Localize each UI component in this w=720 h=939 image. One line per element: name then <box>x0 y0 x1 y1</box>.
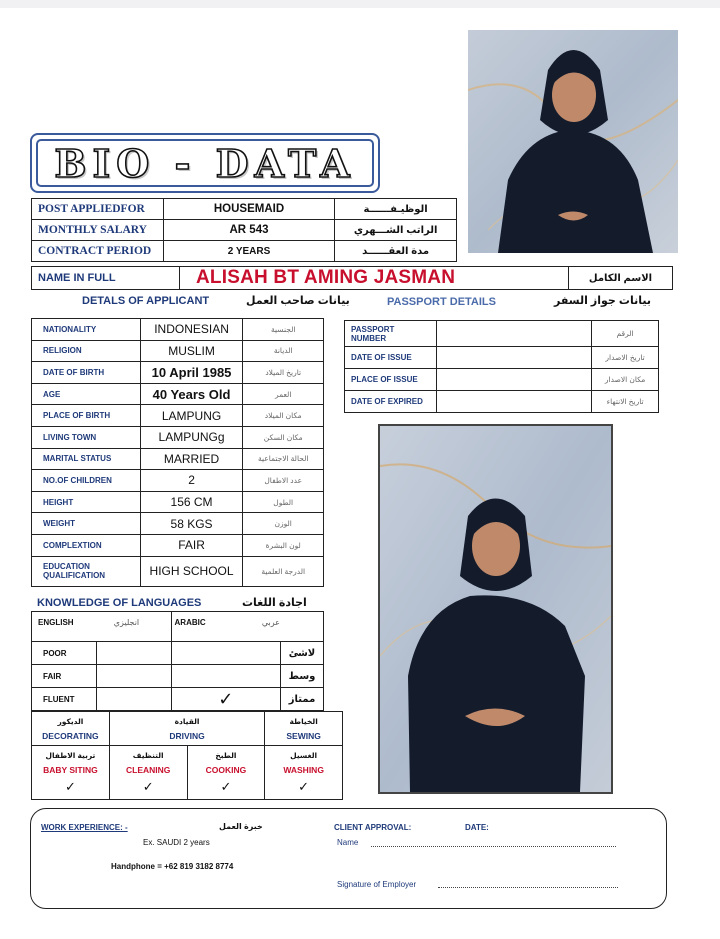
skill-arabic: تربية الاطفال <box>45 750 96 760</box>
detail-value: INDONESIAN <box>140 319 243 341</box>
skill-checkmark: ✓ <box>64 778 76 794</box>
detail-label: PLACE OF BIRTH <box>32 405 141 427</box>
detail-row <box>32 383 324 405</box>
passport-row <box>345 391 659 413</box>
skill-arabic: الخياطة <box>289 716 318 726</box>
detail-arabic: الحالة الاجتماعية <box>243 448 324 470</box>
post-label: POST APPLIEDFOR <box>32 199 164 220</box>
skill-cell <box>109 746 187 800</box>
passport-arabic: مكان الاصدار <box>592 369 659 391</box>
client-name-label: Name <box>337 838 359 847</box>
education-value: HIGH SCHOOL <box>140 556 243 586</box>
detail-row <box>32 470 324 492</box>
level-english <box>96 642 171 665</box>
passport-heading-arabic: بيانات جواز السفر <box>554 295 651 307</box>
skill-label: WASHING <box>283 764 324 775</box>
skill-cell <box>265 712 343 746</box>
experience-approval-box <box>30 808 667 909</box>
page-title: BIO - DATA <box>54 140 356 186</box>
detail-row <box>32 534 324 556</box>
detail-value: MUSLIM <box>140 340 243 362</box>
skill-cell <box>32 746 110 800</box>
detail-value: 2 <box>140 470 243 492</box>
detail-label: COMPLEXTION <box>32 534 141 556</box>
detail-arabic: تاريخ الميلاد <box>243 362 324 384</box>
skills-row <box>32 746 343 800</box>
skill-label: BABY SITING <box>43 764 98 775</box>
level-label-arabic: لاشئ <box>281 642 324 665</box>
work-experience-label: WORK EXPERIENCE: - <box>41 823 128 832</box>
handphone-number: Handphone = +62 819 3182 8774 <box>111 862 234 871</box>
level-arabic-checkmark: ✓ <box>171 688 281 711</box>
applicant-heading-arabic: بيانات صاحب العمل <box>246 295 350 307</box>
detail-value: 40 Years Old <box>140 383 243 405</box>
applicant-portrait-photo <box>468 30 678 253</box>
detail-value: LAMPUNG <box>140 405 243 427</box>
passport-row <box>345 321 659 347</box>
skill-cell <box>109 712 264 746</box>
skill-checkmark: ✓ <box>142 778 154 794</box>
contract-label: CONTRACT PERIOD <box>32 241 164 262</box>
detail-row <box>32 513 324 535</box>
post-value: HOUSEMAID <box>163 199 335 220</box>
skill-arabic: الديكور <box>57 716 84 726</box>
work-experience-arabic: خبرة العمل <box>219 822 263 831</box>
arabic-arabic: عربي <box>261 618 280 627</box>
detail-arabic: الطول <box>243 491 324 513</box>
detail-row <box>32 426 324 448</box>
detail-arabic: الديانة <box>243 340 324 362</box>
name-value: ALISAH BT AMING JASMAN <box>180 267 569 290</box>
detail-arabic: مكان السكن <box>243 426 324 448</box>
level-english <box>96 665 171 688</box>
passport-heading: PASSPORT DETAILS <box>387 296 496 308</box>
detail-row <box>32 319 324 341</box>
detail-label: LIVING TOWN <box>32 426 141 448</box>
salary-row <box>32 220 457 241</box>
post-table <box>31 198 457 262</box>
detail-value: FAIR <box>140 534 243 556</box>
name-arabic: الاسم الكامل <box>569 267 673 290</box>
languages-header-row <box>32 612 324 642</box>
detail-value: 58 KGS <box>140 513 243 535</box>
education-label-line2: QUALIFICATION <box>43 571 106 581</box>
languages-heading-arabic: اجادة اللغات <box>242 597 307 609</box>
passport-label-line2: NUMBER <box>351 333 387 343</box>
passport-value <box>436 321 591 347</box>
skill-checkmark: ✓ <box>298 778 310 794</box>
passport-value <box>436 391 591 413</box>
name-table <box>31 266 673 290</box>
level-label-arabic: وسط <box>281 665 324 688</box>
skill-checkmark: ✓ <box>220 778 232 794</box>
passport-label <box>345 321 437 347</box>
salary-arabic: الراتب الشـــهري <box>335 220 457 241</box>
post-arabic: الوظيـفــــــة <box>335 199 457 220</box>
skill-cell <box>32 712 110 746</box>
detail-arabic: العمر <box>243 383 324 405</box>
post-row <box>32 199 457 220</box>
signature-label: Signature of Employer <box>337 880 417 889</box>
level-arabic <box>171 642 281 665</box>
skill-cell <box>265 746 343 800</box>
date-label: DATE: <box>465 823 489 832</box>
education-label-line1: EDUCATION <box>43 562 90 572</box>
education-label <box>32 556 141 586</box>
arabic-label: ARABIC <box>174 618 206 627</box>
detail-arabic: مكان الميلاد <box>243 405 324 427</box>
detail-value: LAMPUNGg <box>140 426 243 448</box>
name-label: NAME IN FULL <box>32 267 180 290</box>
detail-row <box>32 491 324 513</box>
detail-label: AGE <box>32 383 141 405</box>
language-level-row <box>32 642 324 665</box>
top-margin-band <box>0 0 720 8</box>
applicant-details-table <box>31 318 324 587</box>
detail-row <box>32 448 324 470</box>
skill-label: CLEANING <box>126 764 171 775</box>
passport-arabic: تاريخ الانتهاء <box>592 391 659 413</box>
detail-label: HEIGHT <box>32 491 141 513</box>
level-english <box>96 688 171 711</box>
detail-value: 156 CM <box>140 491 243 513</box>
passport-value <box>436 347 591 369</box>
detail-label: RELIGION <box>32 340 141 362</box>
level-label: FAIR <box>32 665 97 688</box>
detail-value: MARRIED <box>140 448 243 470</box>
skill-arabic: التنظيف <box>132 750 164 760</box>
skill-label: COOKING <box>205 764 247 775</box>
passport-arabic: تاريخ الاصدار <box>592 347 659 369</box>
education-arabic: الدرجة العلمية <box>243 556 324 586</box>
passport-details-table <box>344 320 659 413</box>
skill-arabic: الغسيل <box>290 750 318 760</box>
applicant-heading: DETALS OF APPLICANT <box>82 295 210 307</box>
detail-label: MARITAL STATUS <box>32 448 141 470</box>
language-level-row <box>32 665 324 688</box>
languages-header-table <box>31 611 324 642</box>
passport-label: DATE OF EXPIRED <box>345 391 437 413</box>
passport-row <box>345 369 659 391</box>
skill-arabic: القيادة <box>174 716 200 726</box>
passport-arabic: الرقم <box>592 321 659 347</box>
detail-label: WEIGHT <box>32 513 141 535</box>
detail-arabic: الجنسية <box>243 319 324 341</box>
contract-arabic: مدة العقــــــد <box>335 241 457 262</box>
detail-label: NO.OF CHILDREN <box>32 470 141 492</box>
passport-row <box>345 347 659 369</box>
detail-label: NATIONALITY <box>32 319 141 341</box>
bio-data-title-plaque <box>30 133 380 193</box>
client-approval-label: CLIENT APPROVAL: <box>334 823 412 832</box>
name-row <box>32 267 673 290</box>
detail-value: 10 April 1985 <box>140 362 243 384</box>
detail-arabic: عدد الاطفال <box>243 470 324 492</box>
language-level-row <box>32 688 324 711</box>
contract-row <box>32 241 457 262</box>
contract-value: 2 YEARS <box>163 241 335 262</box>
skill-label: DRIVING <box>169 730 205 741</box>
passport-label: PLACE OF ISSUE <box>345 369 437 391</box>
languages-heading: KNOWLEDGE OF LANGUAGES <box>37 597 202 609</box>
skill-cell <box>187 746 265 800</box>
detail-arabic: الوزن <box>243 513 324 535</box>
passport-value <box>436 369 591 391</box>
passport-label: DATE OF ISSUE <box>345 347 437 369</box>
detail-row <box>32 405 324 427</box>
level-label: FLUENT <box>32 688 97 711</box>
work-experience-value: Ex. SAUDI 2 years <box>143 838 210 847</box>
client-name-line <box>371 846 616 847</box>
detail-row <box>32 340 324 362</box>
level-label-arabic: ممتاز <box>281 688 324 711</box>
level-arabic <box>171 665 281 688</box>
education-row <box>32 556 324 586</box>
level-label: POOR <box>32 642 97 665</box>
arabic-header <box>171 612 323 642</box>
detail-label: DATE OF BIRTH <box>32 362 141 384</box>
languages-level-table <box>31 641 324 711</box>
salary-value: AR 543 <box>163 220 335 241</box>
detail-arabic: لون البشرة <box>243 534 324 556</box>
applicant-full-photo <box>378 424 613 794</box>
signature-line <box>438 887 618 888</box>
english-arabic: انجليزي <box>113 618 140 627</box>
skill-label: DECORATING <box>42 730 99 741</box>
salary-label: MONTHLY SALARY <box>32 220 164 241</box>
skills-row <box>32 712 343 746</box>
english-label: ENGLISH <box>38 618 74 627</box>
skill-arabic: الطبخ <box>215 750 237 760</box>
english-header <box>32 612 172 642</box>
detail-row <box>32 362 324 384</box>
passport-label-line1: PASSPORT <box>351 324 395 334</box>
skills-table <box>31 711 343 800</box>
skill-label: SEWING <box>286 730 321 741</box>
